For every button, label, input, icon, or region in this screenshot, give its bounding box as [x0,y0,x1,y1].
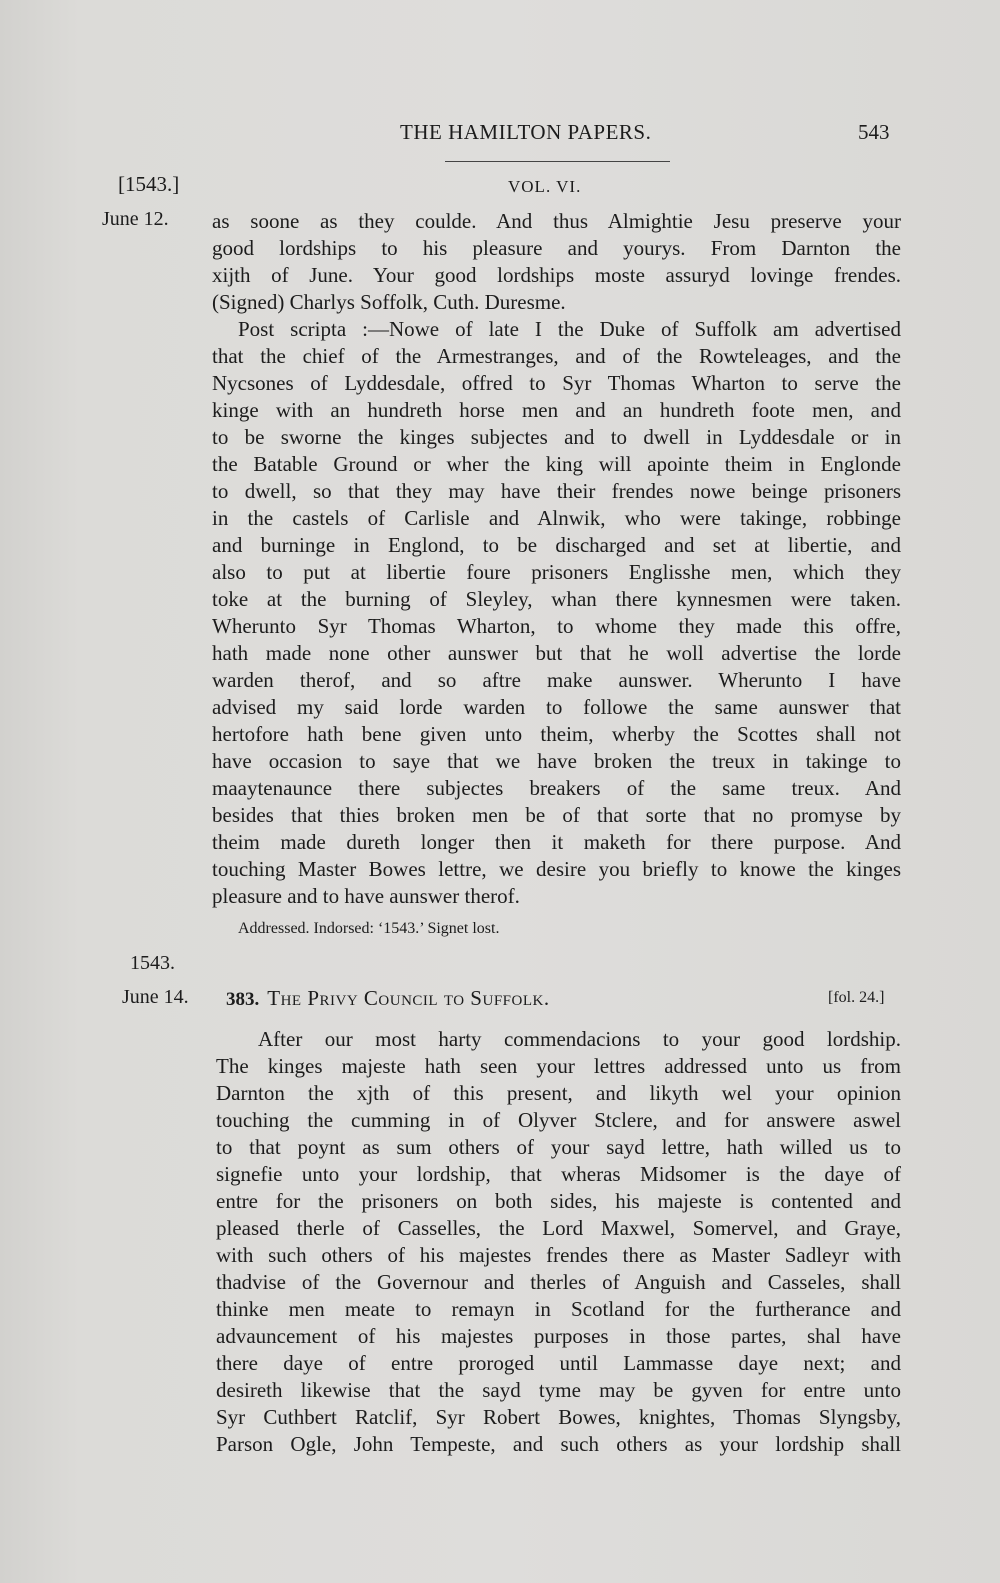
text-line: Wherunto Syr Thomas Wharton, to whome they made this offre, [212,614,901,638]
text-line: thinke men meate to remayn in Scotland for the furtherance and [216,1297,901,1321]
text-line: with such others of his majestes frendes there as Master Sadleyr with [216,1243,901,1267]
text-line: touching Master Bowes lettre, we desire you briefly to knowe the kinges [212,857,901,881]
margin-date-june-12: June 12. [102,208,169,230]
running-title: THE HAMILTON PAPERS. [400,120,652,144]
text-line: advised my said lorde warden to followe the same aunswer that [212,695,901,719]
folio-reference: [fol. 24.] [828,989,885,1006]
text-line: thadvise of the Governour and therles of Anguish and Casseles, shall [216,1270,901,1294]
text-line: toke at the burning of Sleyley, whan there kynnesmen were taken. [212,587,901,611]
text-line: hath made none other aunswer but that he woll advertise the lorde [212,641,901,665]
text-line: signefie unto your lordship, that wheras Midsomer is the daye of [216,1162,901,1186]
text-line: After our most harty commendacions to your good lordship. [258,1027,901,1051]
text-line: kinge with an hundreth horse men and an hundreth foote men, and [212,398,901,422]
text-line: The kinges majeste hath seen your lettres addressed unto us from [216,1054,901,1078]
text-line: entre for the prisoners on both sides, his majeste is contented and [216,1189,901,1213]
text-line: that the chief of the Armestranges, and of the Rowteleages, and the [212,344,901,368]
text-line: maaytenaunce there subjectes breakers of the same treux. And [212,776,901,800]
text-line: Post scripta :—Nowe of late I the Duke of Suffolk am advertised [238,317,901,341]
text-line: touching the cumming in of Olyver Stclere, and for answere aswel [216,1108,901,1132]
text-line: xijth of June. Your good lordships moste assuryd lovinge frendes. [212,263,901,287]
text-line: to that poynt as sum others of your sayd lettre, hath willed us to [216,1135,901,1159]
title-rule [445,161,670,162]
text-line: Parson Ogle, John Tempeste, and such others as your lordship shall [216,1432,901,1456]
document-number: 383. [226,989,260,1010]
text-line: advauncement of his majestes purposes in those partes, shal have [216,1324,901,1348]
text-line: the Batable Ground or wher the king will apointe theim in Englonde [212,452,901,476]
text-line: there daye of entre proroged until Lammasse daye next; and [216,1351,901,1375]
text-line: (Signed) Charlys Soffolk, Cuth. Duresme. [212,290,566,314]
text-line: also to put at libertie foure prisoners Englisshe men, which they [212,560,901,584]
text-line: have occasion to saye that we have broken the treux in takinge to [212,749,901,773]
volume-label: VOL. VI. [508,177,582,196]
text-line: hertofore hath bene given unto theim, wherby the Scottes shall not [212,722,901,746]
page-number: 543 [858,120,890,144]
text-line: pleasure and to have aunswer therof. [212,884,520,908]
document-heading [226,986,550,1011]
text-line: Nycsones of Lyddesdale, offred to Syr Thomas Wharton to serve the [212,371,901,395]
text-line: and burninge in Englond, to be discharged and set at libertie, and [212,533,901,557]
year-bracket: [1543.] [118,172,180,196]
text-line: good lordships to his pleasure and yourys. From Darnton the [212,236,901,260]
text-line: Syr Cuthbert Ratclif, Syr Robert Bowes, knightes, Thomas Slyngsby, [216,1405,901,1429]
text-line: besides that thies broken men be of that sorte that no promyse by [212,803,901,827]
text-line: to be sworne the kinges subjectes and to dwell in Lyddesdale or in [212,425,901,449]
text-line: to dwell, so that they may have their frendes nowe beinge prisoners [212,479,901,503]
margin-year: 1543. [130,952,175,974]
text-line: theim made dureth longer then it maketh for there purpose. And [212,830,901,854]
endorsement-note: Addressed. Indorsed: ‘1543.’ Signet lost. [238,920,500,937]
text-line: as soone as they coulde. And thus Almightie Jesu preserve your [212,209,901,233]
margin-date-june-14: June 14. [122,986,189,1008]
text-line: pleased therle of Casselles, the Lord Maxwel, Somervel, and Graye, [216,1216,901,1240]
text-line: in the castels of Carlisle and Alnwik, who were takinge, robbinge [212,506,901,530]
document-title: The Privy Council to Suffolk. [267,986,550,1010]
text-line: warden therof, and so aftre make aunswer. Wherunto I have [212,668,901,692]
text-line: desireth likewise that the sayd tyme may be gyven for entre unto [216,1378,901,1402]
text-line: Darnton the xjth of this present, and likyth wel your opinion [216,1081,901,1105]
